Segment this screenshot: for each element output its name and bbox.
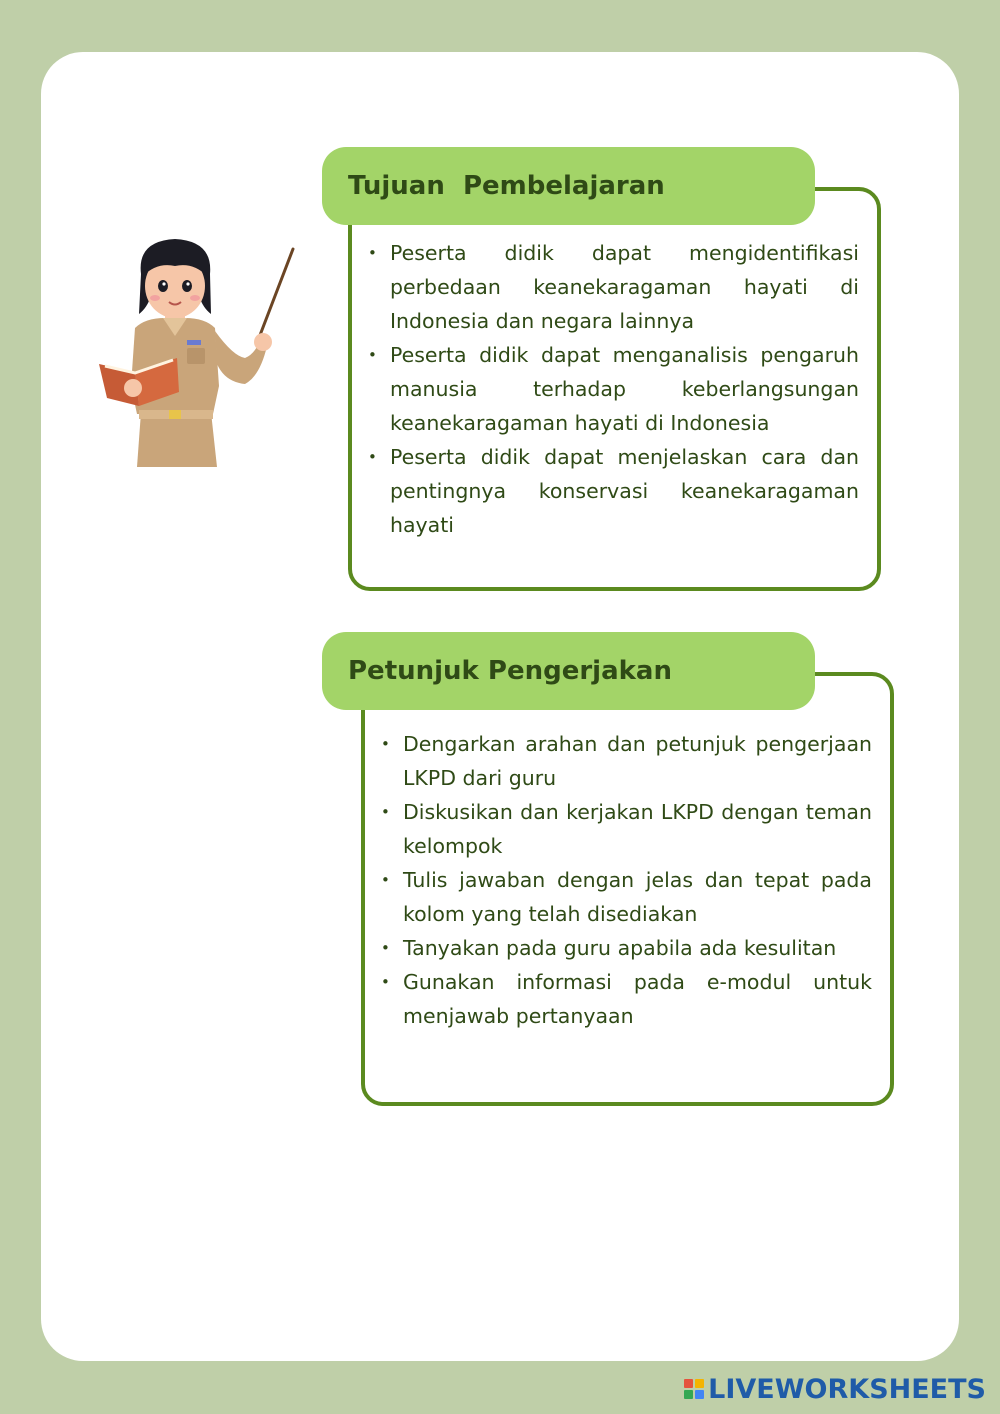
list-item: • Gunakan informasi pada e-modul untuk menjawab pertanyaan: [381, 965, 872, 1033]
objectives-box: [348, 187, 881, 591]
logo-grid-icon: [684, 1379, 704, 1399]
brand-name: LIVEWORKSHEETS: [708, 1373, 986, 1405]
instructions-list: [381, 727, 872, 1033]
objectives-title: [322, 147, 815, 225]
list-item: • Peserta didik dapat menganalisis pengaruh manusia terhadap keberlangsungan keanekaragaman hayati di Indonesia: [368, 338, 859, 440]
list-item: • Diskusikan dan kerjakan LKPD dengan teman kelompok: [381, 795, 872, 863]
list-item: • Dengarkan arahan dan petunjuk pengerjaan LKPD dari guru: [381, 727, 872, 795]
objectives-title-text: Tujuan Pembelajaran: [348, 171, 665, 201]
list-item: • Tulis jawaban dengan jelas dan tepat pada kolom yang telah disediakan: [381, 863, 872, 931]
objectives-list: [368, 236, 859, 542]
instructions-box: [361, 672, 894, 1106]
list-item: • Peserta didik dapat mengidentifikasi perbedaan keanekaragaman hayati di Indonesia dan negara lainnya: [368, 236, 859, 338]
liveworksheets-logo[interactable]: [684, 1372, 986, 1406]
list-item: • Peserta didik dapat menjelaskan cara dan pentingnya konservasi keanekaragaman hayati: [368, 440, 859, 542]
instructions-title: [322, 632, 815, 710]
list-item: • Tanyakan pada guru apabila ada kesulitan: [381, 931, 872, 965]
instructions-title-text: Petunjuk Pengerjakan: [348, 656, 672, 686]
teacher-illustration-icon: [95, 236, 300, 471]
